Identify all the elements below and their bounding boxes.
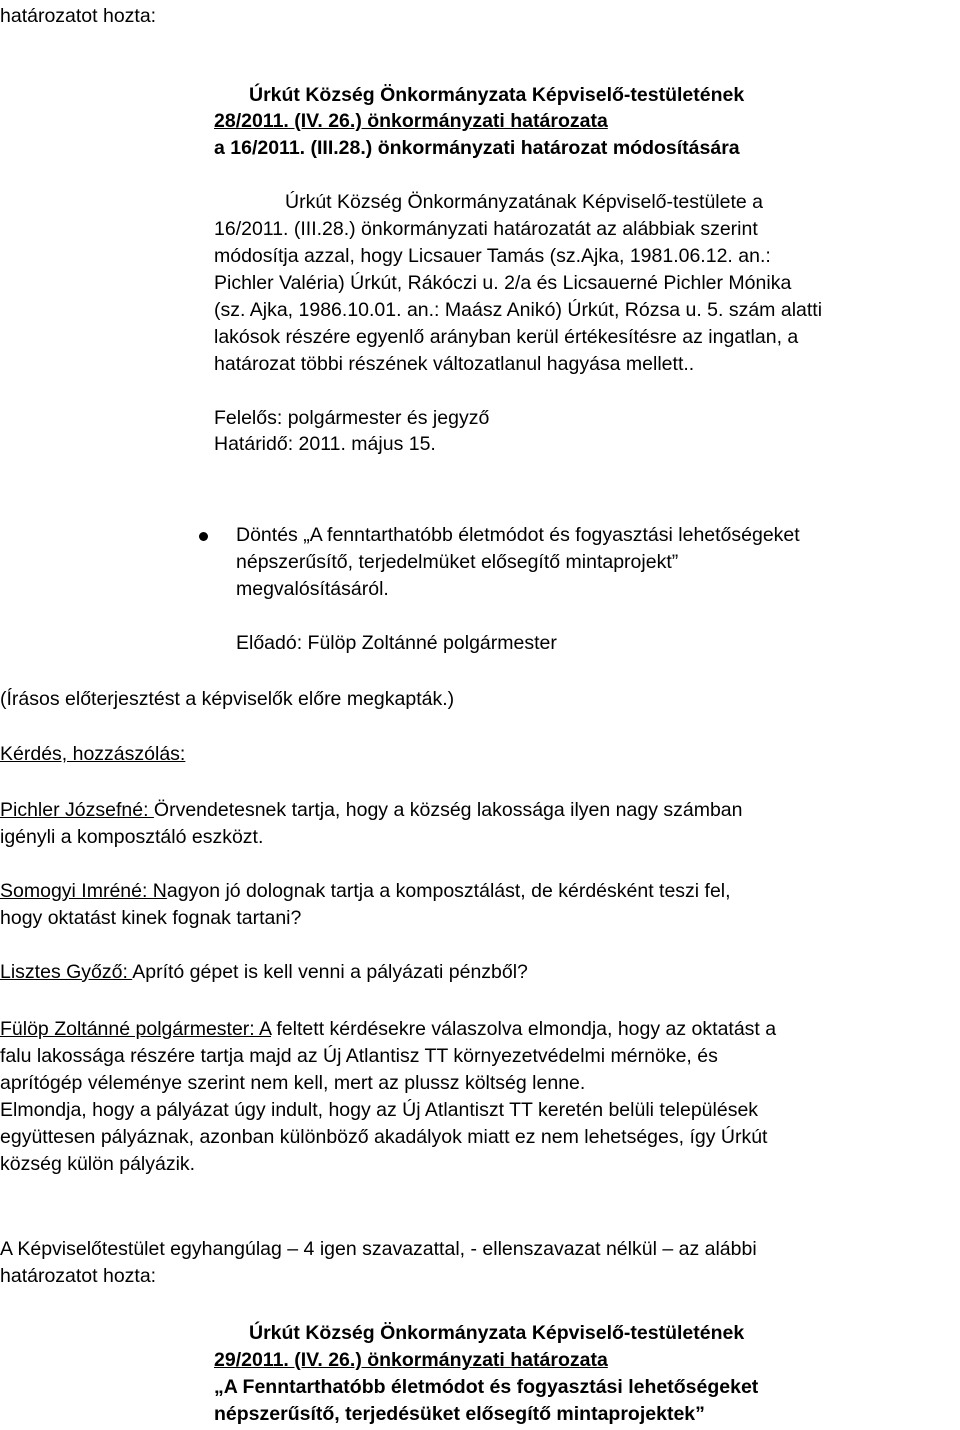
resolution-1-body-line: lakósok részére egyenlő arányban kerül értékesítésre az ingatlan, a bbox=[214, 326, 799, 348]
comment-fulop-line: Elmondja, hogy a pályázat úgy indult, hogy az Új Atlantiszt TT keretén belüli települések bbox=[0, 1099, 759, 1121]
resolution-1-body-line: (sz. Ajka, 1986.10.01. an.: Maász Anikó) Úrkút, Rózsa u. 5. szám alatti bbox=[214, 299, 823, 321]
resolution-1-heading: Úrkút Község Önkormányzata Képviselő-testületének bbox=[249, 84, 745, 106]
comment-text: feltett kérdésekre válaszolva elmondja, hogy az oktatást a bbox=[271, 1018, 777, 1040]
comment-text: agyon jó dolognak tartja a komposztálást, de kérdésként teszi fel, bbox=[166, 880, 731, 902]
vote-line: A Képviselőtestület egyhangúlag – 4 igen szavazattal, - ellenszavazat nélkül – az alábbi bbox=[0, 1238, 757, 1260]
comment-somogyi-cont: hogy oktatást kinek fognak tartani? bbox=[0, 907, 302, 929]
speaker-name: Fülöp Zoltánné polgármester: A bbox=[0, 1018, 271, 1040]
resolution-1-subject: a 16/2011. (III.28.) önkormányzati határozat módosítására bbox=[214, 137, 740, 159]
comment-text: Aprító gépet is kell venni a pályázati pénzből? bbox=[132, 961, 528, 983]
resolution-2-heading: Úrkút Község Önkormányzata Képviselő-testületének bbox=[249, 1322, 745, 1344]
deadline-line: Határidő: 2011. május 15. bbox=[214, 433, 436, 455]
comment-pichler bbox=[0, 797, 743, 824]
comment-somogyi bbox=[0, 878, 731, 905]
bullet-icon bbox=[199, 532, 208, 541]
comment-fulop bbox=[0, 1016, 776, 1043]
resolution-1-body-line: módosítja azzal, hogy Licsauer Tamás (sz.Ajka, 1981.06.12. an.: bbox=[214, 245, 771, 267]
comment-fulop-line: aprítógép véleménye szerint nem kell, mert az plussz költség lenne. bbox=[0, 1072, 586, 1094]
comment-fulop-line: község külön pályázik. bbox=[0, 1153, 196, 1175]
agenda-item-line: népszerűsítő, terjedelmüket elősegítő mintaprojekt” bbox=[236, 551, 679, 573]
comment-lisztes bbox=[0, 959, 528, 986]
comment-fulop-line: falu lakossága részére tartja majd az Új Atlantisz TT környezetvédelmi mérnöke, és bbox=[0, 1045, 718, 1067]
comment-text: Örvendetesnek tartja, hogy a község lakossága ilyen nagy számban bbox=[153, 799, 743, 821]
resolution-2-subject: népszerűsítő, terjedésüket elősegítő mintaprojektek” bbox=[214, 1403, 705, 1425]
speaker-name: Lisztes Győző: bbox=[0, 961, 133, 983]
resolution-1-body-line: határozat többi részének változatlanul hagyása mellett.. bbox=[214, 353, 695, 375]
comment-pichler-cont: igényli a komposztáló eszközt. bbox=[0, 826, 264, 848]
responsible-line: Felelős: polgármester és jegyző bbox=[214, 407, 490, 429]
resolution-1-body-line: Pichler Valéria) Úrkút, Rákóczi u. 2/a és Licsauerné Pichler Mónika bbox=[214, 272, 792, 294]
vote-line: határozatot hozta: bbox=[0, 1265, 157, 1287]
resolution-1-body-line: Úrkút Község Önkormányzatának Képviselő-testülete a bbox=[285, 191, 763, 213]
resolution-1-number: 28/2011. (IV. 26.) önkormányzati határozata bbox=[214, 110, 608, 132]
agenda-item-line: megvalósításáról. bbox=[236, 578, 389, 600]
intro-text: határozatot hozta: bbox=[0, 5, 157, 27]
presenter-line: Előadó: Fülöp Zoltánné polgármester bbox=[236, 632, 557, 654]
comment-fulop-line: együttesen pályáznak, azonban különböző akadályok miatt ez nem lehetséges, így Úrkút bbox=[0, 1126, 768, 1148]
resolution-1-body-line: 16/2011. (III.28.) önkormányzati határozatát az alábbiak szerint bbox=[214, 218, 758, 240]
agenda-item-line: Döntés „A fenntarthatóbb életmódot és fogyasztási lehetőségeket bbox=[236, 524, 800, 546]
speaker-name: Somogyi Imréné: N bbox=[0, 880, 167, 902]
speaker-name: Pichler Józsefné: bbox=[0, 799, 154, 821]
resolution-2-number: 29/2011. (IV. 26.) önkormányzati határozata bbox=[214, 1349, 608, 1371]
written-note: (Írásos előterjesztést a képviselők előre megkapták.) bbox=[0, 688, 455, 710]
questions-heading: Kérdés, hozzászólás: bbox=[0, 743, 186, 765]
resolution-2-subject: „A Fenntarthatóbb életmódot és fogyasztási lehetőségeket bbox=[214, 1376, 759, 1398]
